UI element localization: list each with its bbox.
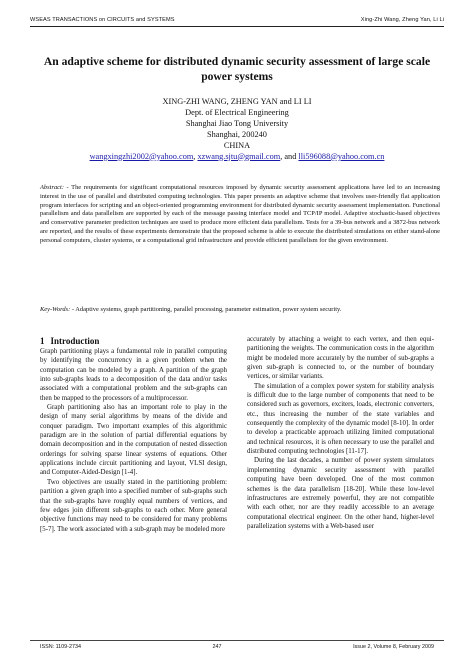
affiliation-dept: Dept. of Electrical Engineering bbox=[185, 107, 289, 117]
journal-name: WSEAS TRANSACTIONS on CIRCUITS and SYSTEMS bbox=[30, 17, 175, 23]
affiliation-university: Shanghai Jiao Tong University bbox=[185, 118, 289, 128]
issn: ISSN: 1109-2734 bbox=[40, 644, 81, 650]
email-link-2[interactable]: xzwang.sjtu@gmail.com bbox=[197, 151, 281, 161]
email-separator: , bbox=[193, 151, 198, 161]
footer-rule bbox=[30, 640, 444, 641]
section-title: Introduction bbox=[50, 336, 100, 346]
email-link-1[interactable]: wangxingzhi2002@yahoo.com bbox=[89, 151, 194, 161]
keywords-label: Key-Words: - bbox=[40, 306, 75, 313]
keywords-text: Adaptive systems, graph partitioning, parallel processing, parameter estimation, power system security. bbox=[74, 306, 342, 313]
running-footer bbox=[40, 644, 434, 650]
page-number: 247 bbox=[212, 644, 222, 650]
section-number: 1 bbox=[40, 336, 45, 346]
email-separator: , and bbox=[280, 151, 299, 161]
running-header bbox=[30, 17, 444, 23]
section-heading bbox=[40, 335, 227, 347]
author-emails bbox=[30, 152, 444, 163]
affiliation-city: Shanghai, 200240 bbox=[207, 129, 267, 139]
affiliation-country: CHINA bbox=[223, 140, 251, 150]
paragraph: The simulation of a complex power system for stability analysis is difficult due to the large number of components that need to be considered such as governors, exciters, loads, electronic converters, etc., thus increasing the number of the state variables and consequently the complexity of the dynamic model [8-10]. In order to develop a practicable approach utilizing limited computational and technical resources, it is often necessary to use the parallel and distributed computing technologies [11-17]. bbox=[247, 382, 434, 456]
abstract-label: Abstract: - bbox=[40, 184, 69, 191]
paragraph: During the last decades, a number of power system simulators implementing dynamic security assessment with parallel computing have been developed. One of the most common schemes is the data parallelism [18-20]. While these low-level infrastructures are extremely powerful, they are not compatible with each other, nor are they readily accessible to an average computational electrical engineer. On the other hand, higher-level parallelization systems with a Web-based user bbox=[247, 457, 434, 530]
paragraph: Two objectives are usually stated in the partitioning problem: partition a given graph into a specified number of sub-graphs such that the sub-graphs have roughly equal numbers of vertices, and few edges join different sub-graphs to each other. More general objective functions may need to be considered for many problems [5-7]. The work associated with a sub-graph may be modeled more bbox=[40, 478, 227, 533]
paragraph: Graph partitioning plays a fundamental role in parallel computing by identifying the concurrency in a given problem when the computation can be modeled by a graph. A partition of the graph into sub-graphs leads to a decomposition of the data and/or tasks associated with a computational problem and the sub-graphs can then be mapped to the processors of a multiprocessor. bbox=[40, 348, 227, 402]
paragraph: accurately by attaching a weight to each vertex, and then equi-partitioning the weights. The communication costs in the algorithm might be modeled more accurately by the number of sub-graphs a given sub-graph is connected to, or the number of boundary vertices, or similar variants. bbox=[247, 336, 434, 381]
abstract bbox=[40, 184, 440, 245]
left-column bbox=[40, 335, 227, 534]
paragraph: Graph partitioning also has an important role to play in the design of many serial algorithms by means of the divide and conquer paradigm. Two important examples of this algorithmic paradigm are in the solution of partial differential equations by domain decomposition and in the computation of nested dissection orderings for solving sparse linear systems of equations. Other applications include circuit partitioning and layout, VLSI design, and Computer-Aided-Design [1-4]. bbox=[40, 404, 227, 477]
running-authors: Xing-Zhi Wang, Zheng Yan, Li Li bbox=[360, 17, 444, 23]
keywords bbox=[40, 306, 440, 315]
issue-info: Issue 2, Volume 8, February 2009 bbox=[353, 644, 434, 650]
header-rule bbox=[30, 26, 444, 27]
author-names: XING-ZHI WANG, ZHENG YAN and LI LI bbox=[162, 97, 312, 106]
author-block bbox=[30, 97, 444, 162]
right-column bbox=[247, 335, 434, 531]
abstract-text: The requirements for significant computational resources imposed by dynamic security assessment applications have led to an increasing interest in the use of parallel and distributed computing technologies. This paper presents an adaptive scheme that involves user-friendly flat application program interfaces for scripting and an object-oriented programming environment for distributed dynamic security assessment implementation. Functional parallelism and data parallelism are supported by each of the message passing interface model and TCP/IP model. Adaptive stochastic-based objectives and conservative parameter prediction techniques are used to produce more efficient data parallelism. Tests for a 39-bus network and a 3872-bus network are reported, and the results of these experiments demonstrate that the proposed scheme is able to execute the distributed simulations on either stand-alone personal computers, cluster systems, or a computational grid infrastructure and provide efficient parallelism for the given environment. bbox=[40, 184, 440, 244]
paper-title: An adaptive scheme for distributed dynamic security assessment of large scale power systems bbox=[43, 55, 431, 83]
email-link-3[interactable]: lli596088@yahoo.com.cn bbox=[298, 151, 385, 161]
